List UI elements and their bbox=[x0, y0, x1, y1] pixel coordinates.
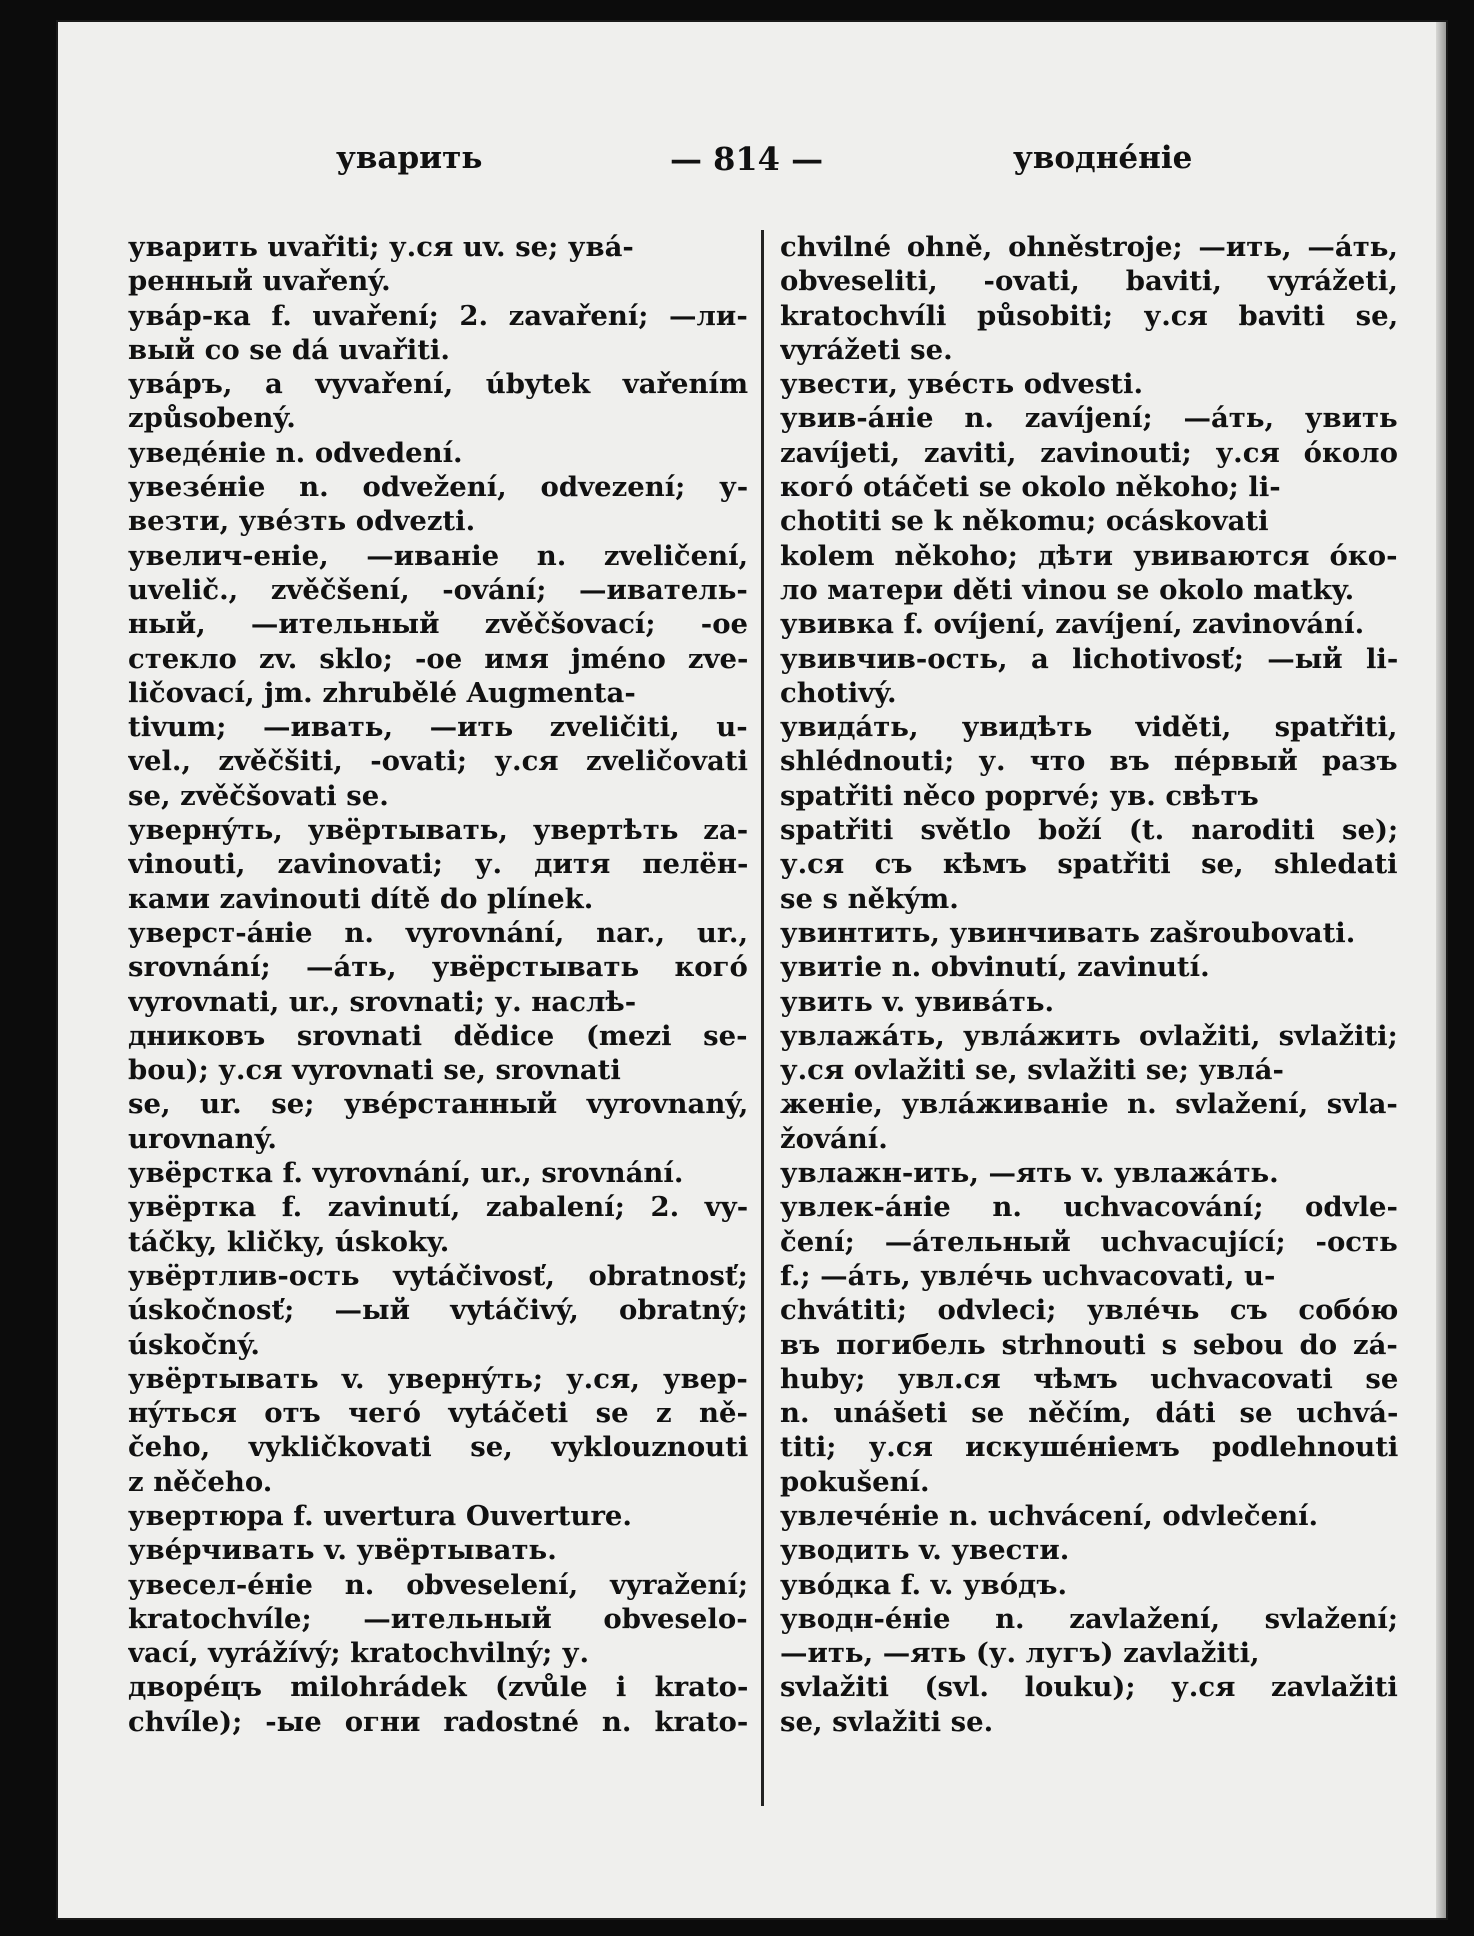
entry-line: obveseliti, -ovati, baviti, vyrážeti, bbox=[780, 265, 1398, 298]
entry-line: дворéцъ milohrádek (zvůle i krato- bbox=[128, 1671, 748, 1704]
entry-line: táčky, kličky, úskoky. bbox=[128, 1225, 450, 1258]
entry-line: chotiti se k někomu; ocáskovati bbox=[780, 505, 1269, 538]
entry-line: увитіе n. obvinutí, zavinutí. bbox=[780, 951, 1210, 984]
entry-line: se s někým. bbox=[780, 882, 959, 915]
entry-line: увивка f. ovíjení, zavíjení, zavinování. bbox=[780, 608, 1365, 641]
left-column bbox=[128, 230, 748, 1739]
entry-line: spatřiti světlo boží (t. naroditi se); bbox=[780, 814, 1398, 847]
entry-line: у.ся съ кѣмъ spatřiti se, shledati bbox=[780, 848, 1398, 881]
entry-line: увидáть, увидѣть viděti, spatřiti, bbox=[780, 711, 1398, 744]
header-right-headword: уводнéніе bbox=[1013, 140, 1193, 176]
entry-line: se, zvěčšovati se. bbox=[128, 779, 389, 812]
entry-line: когó otáčeti se okolo někoho; li- bbox=[780, 471, 1281, 504]
entry-line: увёртывать v. увернýть; у.ся, увер- bbox=[128, 1362, 748, 1395]
entry-line: n. unášeti se něčím, dáti se uchvá- bbox=[780, 1397, 1398, 1430]
entry-line: уводн-éніе n. zavlažení, svlažení; bbox=[780, 1602, 1398, 1635]
entry-line: chvátiti; odvleci; увлéчь съ собóю bbox=[780, 1294, 1398, 1327]
entry-line: kolem někoho; дѣти увиваются óко- bbox=[780, 539, 1398, 572]
entry-line: у.ся ovlažiti se, svlažiti se; увлá- bbox=[780, 1054, 1284, 1087]
dictionary-page bbox=[58, 22, 1446, 1918]
entry-line: уверст-áніе n. vyrovnání, nar., ur., bbox=[128, 916, 748, 949]
entry-line: kratochvíle; —ительный obveselo- bbox=[128, 1602, 748, 1635]
page-number: — 814 — bbox=[670, 140, 824, 178]
entry-line: tivum; —ивать, —ить zveličiti, u- bbox=[128, 711, 748, 744]
entry-line: žování. bbox=[780, 1122, 888, 1155]
entry-line: se, svlažiti se. bbox=[780, 1705, 994, 1738]
entry-line: chvilné ohně, ohněstroje; —ить, —áть, bbox=[780, 231, 1398, 263]
entry-line: увáр-ка f. uvaření; 2. zavaření; —ли- bbox=[128, 299, 748, 332]
entry-line: se, ur. se; увéрстанный vyrovnaný, bbox=[128, 1088, 748, 1121]
entry-line: увинтить, увинчивать zašroubovati. bbox=[780, 916, 1356, 949]
entry-line: ренный uvařený. bbox=[128, 265, 391, 298]
entry-line: стекло zv. sklo; -ое имя jméno zve- bbox=[128, 642, 748, 675]
entry-line: въ погибель strhnouti s sebou do zá- bbox=[780, 1328, 1398, 1361]
entry-line: čení; —áтельный uchvacující; -ость bbox=[780, 1225, 1398, 1258]
entry-line: pokušení. bbox=[780, 1465, 930, 1498]
entry-line: нýться отъ чегó vytáčeti se z ně- bbox=[128, 1397, 748, 1430]
entry-line: увлечéніе n. uchvácení, odvlečení. bbox=[780, 1499, 1319, 1532]
entry-line: увлажн-ить, —ять v. увлажáть. bbox=[780, 1157, 1279, 1190]
entry-line: дниковъ srovnati dědice (mezi se- bbox=[128, 1019, 748, 1052]
page-edge bbox=[1436, 22, 1446, 1918]
entry-line: ками zavinouti dítě do plínek. bbox=[128, 882, 594, 915]
entry-line: shlédnouti; у. что въ пéрвый разъ bbox=[780, 745, 1398, 778]
entry-line: vací, vyrážívý; kratochvilný; у. bbox=[128, 1637, 590, 1670]
entry-line: увести, увéсть odvesti. bbox=[780, 368, 1144, 401]
entry-line: srovnání; —áть, увёрстывать когó bbox=[128, 951, 748, 984]
entry-line: vinouti, zavinovati; у. дитя пелён- bbox=[128, 848, 748, 881]
entry-line: ло матери děti vinou se okolo matky. bbox=[780, 573, 1355, 606]
entry-line: svlažiti (svl. louku); у.ся zavlažiti bbox=[780, 1671, 1398, 1704]
entry-line: увёртка f. zavinutí, zabalení; 2. vy- bbox=[128, 1191, 748, 1224]
entry-line: f.; —áть, увлéчь uchvacovati, u- bbox=[780, 1259, 1276, 1292]
entry-line: увертюра f. uvertura Ouverture. bbox=[128, 1499, 632, 1532]
entry-line: huby; увл.ся чѣмъ uchvacovati se bbox=[780, 1362, 1398, 1395]
entry-line: chotivý. bbox=[780, 676, 897, 709]
entry-line: увлек-áніе n. uchvacování; odvle- bbox=[780, 1191, 1398, 1224]
entry-line: увёрстка f. vyrovnání, ur., srovnání. bbox=[128, 1157, 684, 1190]
entry-line: увёртлив-ость vytáčivosť, obratnosť; bbox=[128, 1259, 748, 1292]
entry-line: vyrovnati, ur., srovnati; у. наслѣ- bbox=[128, 985, 637, 1018]
entry-line: titi; у.ся искушéніемъ podlehnouti bbox=[780, 1431, 1398, 1464]
entry-line: вый co se dá uvařiti. bbox=[128, 333, 450, 366]
entry-line: женіе, увлáживаніе n. svlažení, svla- bbox=[780, 1088, 1398, 1121]
column-divider bbox=[761, 230, 764, 1806]
entry-line: уварить uvařiti; у.ся uv. se; увá- bbox=[128, 231, 634, 263]
entry-line: ličovací, jm. zhrubělé Augmenta- bbox=[128, 676, 636, 709]
entry-line: zavíjeti, zaviti, zavinouti; у.ся óколо bbox=[780, 436, 1398, 469]
entry-line: úskočnosť; —ый vytáčivý, obratný; bbox=[128, 1294, 748, 1327]
right-column bbox=[780, 230, 1398, 1739]
entry-line: chvíle); -ые огни radostné n. krato- bbox=[128, 1705, 748, 1738]
entry-line: везти, увéзть odvezti. bbox=[128, 505, 476, 538]
entry-line: увезéніе n. odvežení, odvezení; у- bbox=[128, 471, 748, 504]
entry-line: увернýть, увёртывать, увертѣть za- bbox=[128, 814, 748, 847]
entry-line: bou); у.ся vyrovnati se, srovnati bbox=[128, 1054, 621, 1087]
entry-line: уводить v. увести. bbox=[780, 1534, 1070, 1567]
entry-line: vel., zvěčšiti, -ovati; у.ся zveličovati bbox=[128, 745, 748, 778]
entry-line: spatřiti něco poprvé; ув. свѣтъ bbox=[780, 779, 1259, 812]
entry-line: увить v. увивáть. bbox=[780, 985, 1055, 1018]
entry-line: уведéніе n. odvedení. bbox=[128, 436, 463, 469]
running-header bbox=[58, 140, 1446, 184]
entry-line: uvelič., zvěčšení, -ování; —иватель- bbox=[128, 573, 748, 606]
entry-line: —ить, —ять (у. лугъ) zavlažiti, bbox=[780, 1637, 1260, 1670]
entry-line: увéрчивать v. увёртывать. bbox=[128, 1534, 557, 1567]
entry-line: увелич-еніе, —иваніе n. zveličení, bbox=[128, 539, 748, 572]
entry-line: увáръ, а vyvaření, úbytek vařením bbox=[128, 368, 748, 401]
entry-line: urovnaný. bbox=[128, 1122, 278, 1155]
entry-line: увóдка f. v. увóдъ. bbox=[780, 1568, 1068, 1601]
entry-line: z něčeho. bbox=[128, 1465, 273, 1498]
entry-line: увесел-éніе n. obveselení, vyražení; bbox=[128, 1568, 748, 1601]
entry-line: vyrážeti se. bbox=[780, 333, 953, 366]
header-left-headword: уварить bbox=[336, 140, 483, 176]
entry-line: увивчив-ость, a lichotivosť; —ый li- bbox=[780, 642, 1398, 675]
entry-line: způsobený. bbox=[128, 402, 296, 435]
entry-line: kratochvíli působiti; у.ся baviti se, bbox=[780, 299, 1398, 332]
entry-line: увлажáть, увлáжить ovlažiti, svlažiti; bbox=[780, 1019, 1398, 1052]
entry-line: úskočný. bbox=[128, 1328, 261, 1361]
entry-line: čeho, vykličkovati se, vyklouznouti bbox=[128, 1431, 748, 1464]
entry-line: увив-áніе n. zavíjení; —áть, увить bbox=[780, 402, 1398, 435]
entry-line: ный, —ительный zvěčšovací; -ое bbox=[128, 608, 748, 641]
